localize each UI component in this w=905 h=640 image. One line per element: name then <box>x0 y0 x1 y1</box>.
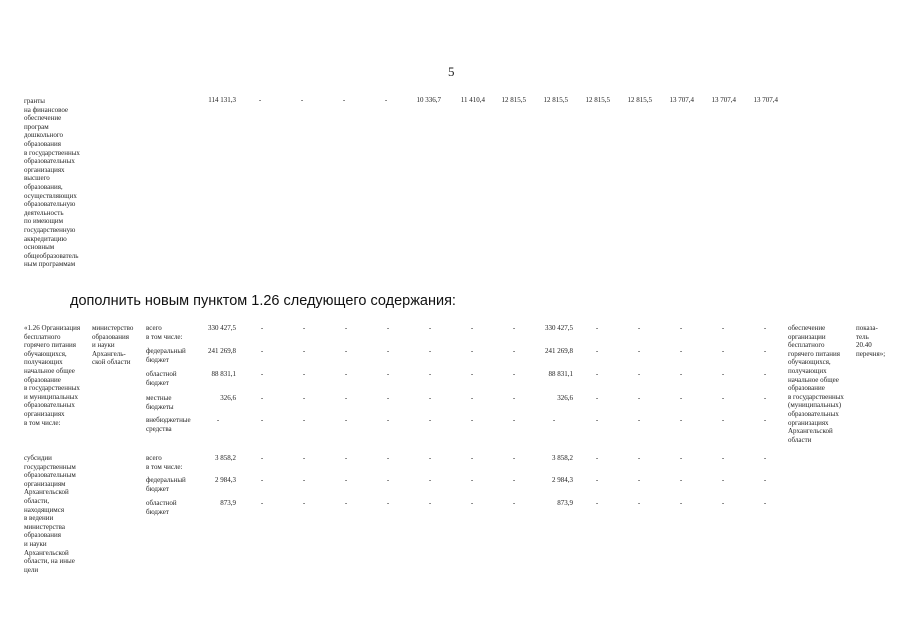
grant-value-cell: - <box>384 96 388 104</box>
grant-label-line: основным <box>24 243 55 252</box>
subsidy-row-empty-cell: - <box>763 454 767 462</box>
subsidy-name-line: образования <box>24 531 61 540</box>
grant-value-cell: 12 815,5 <box>501 96 526 104</box>
item-126-row-empty-cell: - <box>637 394 641 402</box>
item-126-name-line: в государственных <box>24 384 80 393</box>
grant-value-cell: 13 707,4 <box>753 96 778 104</box>
item-126-row-empty-cell: - <box>344 324 348 332</box>
item-126-row-empty-cell: - <box>595 416 599 424</box>
item-126-row-year-value: 330 427,5 <box>545 324 573 332</box>
item-126-row-empty-cell: - <box>763 347 767 355</box>
item-126-row-empty-cell: - <box>302 394 306 402</box>
subsidy-row-source-line: бюджет <box>146 507 169 516</box>
subsidy-name-line: Архангельской <box>24 488 69 497</box>
item-126-row-empty-cell: - <box>763 394 767 402</box>
subsidy-row-empty-cell: - <box>428 499 432 507</box>
subsidy-row-empty-cell: - <box>763 476 767 484</box>
item-126-row-empty-cell: - <box>595 370 599 378</box>
subsidy-row-empty-cell: - <box>470 454 474 462</box>
grant-label-line: образовательных <box>24 157 75 166</box>
subsidy-row-source-line: федеральный <box>146 476 186 484</box>
item-126-row-empty-cell: - <box>302 324 306 332</box>
item-126-executor-line: образования <box>92 332 129 341</box>
item-126-result <box>788 324 852 444</box>
item-126-row-source-line: бюджет <box>146 378 169 387</box>
item-126-name-line: организациях <box>24 409 65 418</box>
item-126-name <box>24 324 94 427</box>
item-126-row-empty-cell: - <box>679 416 683 424</box>
grant-value-cell: 11 410,4 <box>460 96 485 104</box>
subsidy-row-empty-cell: - <box>470 476 474 484</box>
item-126-indicator-line: 20.40 <box>856 341 872 350</box>
subsidy-row-source-line: в том числе: <box>146 462 183 471</box>
grant-label-line: государственную <box>24 225 76 234</box>
item-126-result-line: области <box>788 435 812 444</box>
subsidy-row-source-line: областной <box>146 499 177 507</box>
item-126-row-source-line: федеральный <box>146 347 186 355</box>
subsidy-row-source <box>146 499 177 516</box>
subsidy-row-year-value: 873,9 <box>557 499 573 507</box>
item-126-row-empty-cell: - <box>595 394 599 402</box>
item-126-row-empty-cell: - <box>470 416 474 424</box>
subsidy-row-empty-cell: - <box>721 499 725 507</box>
item-126-row-year-value: 326,6 <box>557 394 573 402</box>
item-126-result-line: организации <box>788 332 826 341</box>
item-126-row-empty-cell: - <box>344 347 348 355</box>
item-126-result-line: в государственных <box>788 392 844 401</box>
item-126-row-source-line: в том числе: <box>146 332 183 341</box>
item-126-row-year-value: 88 831,1 <box>548 370 573 378</box>
item-126-row-empty-cell: - <box>386 416 390 424</box>
subsidy-name-line: в ведении <box>24 514 54 523</box>
grant-value-cell: - <box>300 96 304 104</box>
item-126-row-empty-cell: - <box>679 324 683 332</box>
subsidy-row-empty-cell: - <box>679 499 683 507</box>
subsidy-row-empty-cell: - <box>344 499 348 507</box>
item-126-row-empty-cell: - <box>470 394 474 402</box>
grant-value-cell: 13 707,4 <box>669 96 694 104</box>
subsidy-row-empty-cell: - <box>344 454 348 462</box>
item-126-executor-line: Архангель- <box>92 349 126 358</box>
subsidy-row-empty-cell: - <box>512 499 516 507</box>
subsidy-name-line: образовательным <box>24 471 76 480</box>
subsidy-row-empty-cell: - <box>637 499 641 507</box>
item-126-row-empty-cell: - <box>763 324 767 332</box>
item-126-result-line: получающих <box>788 366 827 375</box>
grant-value-cell: 12 815,5 <box>585 96 610 104</box>
item-126-row-empty-cell: - <box>302 347 306 355</box>
item-126-result-line: (муниципальных) <box>788 401 842 410</box>
item-126-name-line: начальное общее <box>24 366 75 375</box>
item-126-row-empty-cell: - <box>721 347 725 355</box>
item-126-row-empty-cell: - <box>470 347 474 355</box>
item-126-row-empty-cell: - <box>679 347 683 355</box>
grant-value-cell: - <box>258 96 262 104</box>
item-126-row-empty-cell: - <box>721 416 725 424</box>
item-126-row-empty-cell: - <box>721 394 725 402</box>
subsidy-row-empty-cell: - <box>302 476 306 484</box>
item-126-row-source <box>146 394 174 411</box>
item-126-name-line: обучающихся, <box>24 349 67 358</box>
item-126-row-empty-cell: - <box>595 324 599 332</box>
grant-value-cell: 10 336,7 <box>416 96 441 104</box>
grant-label-line: высшего <box>24 174 50 183</box>
item-126-result-line: организациях <box>788 418 829 427</box>
item-126-name-line: в том числе: <box>24 418 61 427</box>
subsidy-row-total: 873,9 <box>220 499 236 507</box>
item-126-row-empty-cell: - <box>260 324 264 332</box>
item-126-result-line: Архангельской <box>788 427 833 436</box>
item-126-row-empty-cell: - <box>428 324 432 332</box>
grant-label-line: деятельность <box>24 208 64 217</box>
item-126-row-source-line: внебюджетные <box>146 416 191 424</box>
item-126-row-empty-cell: - <box>428 370 432 378</box>
item-126-row-source <box>146 370 177 387</box>
item-126-row-total: - <box>216 416 220 424</box>
item-126-row-empty-cell: - <box>428 394 432 402</box>
item-126-row-empty-cell: - <box>386 324 390 332</box>
item-126-row-source-line: всего <box>146 324 162 332</box>
subsidy-row-empty-cell: - <box>679 476 683 484</box>
grant-value-cell: 13 707,4 <box>711 96 736 104</box>
subsidy-row-empty-cell: - <box>721 454 725 462</box>
item-126-row-empty-cell: - <box>428 347 432 355</box>
grant-label <box>24 97 94 269</box>
subsidy-row-empty-cell: - <box>386 476 390 484</box>
item-126-row-source-line: областной <box>146 370 177 378</box>
item-126-row-empty-cell: - <box>679 370 683 378</box>
item-126-row-empty-cell: - <box>260 416 264 424</box>
item-126-indicator-line: перечня»; <box>856 349 886 358</box>
subsidy-row-source-line: бюджет <box>146 484 169 493</box>
item-126-name-line: бесплатного <box>24 332 61 341</box>
subsidy-row-empty-cell: - <box>763 499 767 507</box>
grant-label-line: дошкольного <box>24 131 64 140</box>
item-126-row-empty-cell: - <box>512 347 516 355</box>
item-126-row-empty-cell: - <box>512 370 516 378</box>
subsidy-row-empty-cell: - <box>386 454 390 462</box>
subsidy-row-empty-cell: - <box>512 476 516 484</box>
item-126-row-total: 88 831,1 <box>211 370 236 378</box>
item-126-row-empty-cell: - <box>470 370 474 378</box>
item-126-indicator <box>856 324 896 358</box>
item-126-indicator-line: тель <box>856 332 869 341</box>
subsidy-row-empty-cell: - <box>721 476 725 484</box>
subsidy-row-total: 3 858,2 <box>215 454 236 462</box>
grant-label-line: аккредитацию <box>24 234 67 243</box>
item-126-result-line: образовательных <box>788 409 839 418</box>
item-126-name-line: получающих <box>24 358 63 367</box>
subsidy-row-empty-cell: - <box>428 476 432 484</box>
item-126-row-empty-cell: - <box>721 324 725 332</box>
grant-label-line: осуществляющих <box>24 191 77 200</box>
item-126-row-source-line: бюджет <box>146 355 169 364</box>
item-126-row-empty-cell: - <box>679 394 683 402</box>
grant-label-line: в государственных <box>24 148 80 157</box>
subsidy-row-empty-cell: - <box>260 476 264 484</box>
subsidy-row-empty-cell: - <box>386 499 390 507</box>
subsidy-row-year-value: 3 858,2 <box>552 454 573 462</box>
item-126-executor-line: министерство <box>92 324 134 332</box>
grant-label-line: организациях <box>24 165 65 174</box>
item-126-row-source-line: средства <box>146 424 172 433</box>
item-126-row-empty-cell: - <box>763 370 767 378</box>
grant-label-line: програм <box>24 122 49 131</box>
item-126-row-empty-cell: - <box>260 394 264 402</box>
item-126-row-empty-cell: - <box>512 394 516 402</box>
item-126-name-line: образование <box>24 375 61 384</box>
grant-label-line: общеобразователь <box>24 251 79 260</box>
subsidy-row-empty-cell: - <box>595 476 599 484</box>
grant-value-cell: 114 131,3 <box>208 96 236 104</box>
item-126-result-line: обеспечение <box>788 324 826 332</box>
grant-label-line: по имеющим <box>24 217 64 226</box>
subsidy-row-empty-cell: - <box>260 454 264 462</box>
subsidy-row-empty-cell: - <box>595 499 599 507</box>
subsidy-row-empty-cell: - <box>679 454 683 462</box>
item-126-row-empty-cell: - <box>260 347 264 355</box>
item-126-row-empty-cell: - <box>344 370 348 378</box>
grant-label-line: обеспечение <box>24 114 62 123</box>
item-126-row-empty-cell: - <box>763 416 767 424</box>
subsidy-row-empty-cell: - <box>428 454 432 462</box>
subsidy-row-empty-cell: - <box>302 499 306 507</box>
item-126-row-empty-cell: - <box>637 324 641 332</box>
item-126-row-empty-cell: - <box>512 324 516 332</box>
subsidy-name <box>24 454 94 574</box>
item-126-row-empty-cell: - <box>637 370 641 378</box>
item-126-executor <box>92 324 146 367</box>
item-126-row-total: 330 427,5 <box>208 324 236 332</box>
grant-label-line: образования <box>24 139 61 148</box>
item-126-row-empty-cell: - <box>721 370 725 378</box>
grant-label-line: образования, <box>24 182 63 191</box>
item-126-executor-line: ской области <box>92 358 131 367</box>
subsidy-row-empty-cell: - <box>637 454 641 462</box>
grant-value-cell: 12 815,5 <box>627 96 652 104</box>
subsidy-row-year-value: 2 984,3 <box>552 476 573 484</box>
subsidy-name-line: области, <box>24 496 50 505</box>
subsidy-row-total: 2 984,3 <box>215 476 236 484</box>
subsidy-name-line: цели <box>24 565 39 574</box>
item-126-row-empty-cell: - <box>344 416 348 424</box>
amendment-heading: дополнить новым пунктом 1.26 следующего содержания: <box>70 293 456 309</box>
subsidy-name-line: Архангельской <box>24 548 69 557</box>
subsidy-row-empty-cell: - <box>260 499 264 507</box>
subsidy-name-line: области, на иные <box>24 557 75 566</box>
subsidy-row-empty-cell: - <box>302 454 306 462</box>
item-126-row-empty-cell: - <box>260 370 264 378</box>
item-126-row-source-line: местные <box>146 394 172 402</box>
item-126-row-empty-cell: - <box>637 416 641 424</box>
item-126-name-line: и муниципальных <box>24 392 78 401</box>
item-126-row-empty-cell: - <box>428 416 432 424</box>
subsidy-name-line: государственным <box>24 462 76 471</box>
item-126-row-empty-cell: - <box>302 370 306 378</box>
item-126-row-empty-cell: - <box>470 324 474 332</box>
subsidy-name-line: и науки <box>24 539 47 548</box>
item-126-row-empty-cell: - <box>595 347 599 355</box>
item-126-row-total: 241 269,8 <box>208 347 236 355</box>
subsidy-name-line: министерства <box>24 522 65 531</box>
subsidy-row-empty-cell: - <box>470 499 474 507</box>
subsidy-row-empty-cell: - <box>344 476 348 484</box>
grant-value-cell: - <box>342 96 346 104</box>
item-126-result-line: обучающихся, <box>788 358 831 367</box>
subsidy-name-line: субсидии <box>24 454 52 462</box>
item-126-row-year-value: - <box>552 416 556 424</box>
grant-label-line: на финансовое <box>24 105 69 114</box>
subsidy-name-line: организациям <box>24 479 66 488</box>
grant-label-line: образовательную <box>24 200 76 209</box>
page-number: 5 <box>448 64 455 79</box>
item-126-name-line: «1.26 Организация <box>24 324 81 332</box>
item-126-indicator-line: показа- <box>856 324 878 332</box>
item-126-result-line: горячего питания <box>788 349 840 358</box>
item-126-name-line: образовательных <box>24 401 75 410</box>
item-126-row-empty-cell: - <box>512 416 516 424</box>
item-126-row-year-value: 241 269,8 <box>545 347 573 355</box>
item-126-name-line: горячего питания <box>24 341 76 350</box>
item-126-row-source-line: бюджеты <box>146 402 174 411</box>
subsidy-row-empty-cell: - <box>595 454 599 462</box>
item-126-row-empty-cell: - <box>637 347 641 355</box>
grant-value-cell: 12 815,5 <box>543 96 568 104</box>
item-126-row-empty-cell: - <box>302 416 306 424</box>
grant-label-line: гранты <box>24 97 45 105</box>
item-126-row-total: 326,6 <box>220 394 236 402</box>
item-126-result-line: образование <box>788 384 825 393</box>
subsidy-name-line: находящимся <box>24 505 65 514</box>
grant-label-line: ным программам <box>24 260 76 269</box>
item-126-result-line: начальное общее <box>788 375 839 384</box>
subsidy-row-source-line: всего <box>146 454 162 462</box>
item-126-result-line: бесплатного <box>788 341 825 350</box>
item-126-executor-line: и науки <box>92 341 115 350</box>
item-126-row-source <box>146 416 191 433</box>
subsidy-row-empty-cell: - <box>512 454 516 462</box>
item-126-row-empty-cell: - <box>386 394 390 402</box>
item-126-row-empty-cell: - <box>386 370 390 378</box>
item-126-row-empty-cell: - <box>344 394 348 402</box>
subsidy-row-empty-cell: - <box>637 476 641 484</box>
item-126-row-empty-cell: - <box>386 347 390 355</box>
